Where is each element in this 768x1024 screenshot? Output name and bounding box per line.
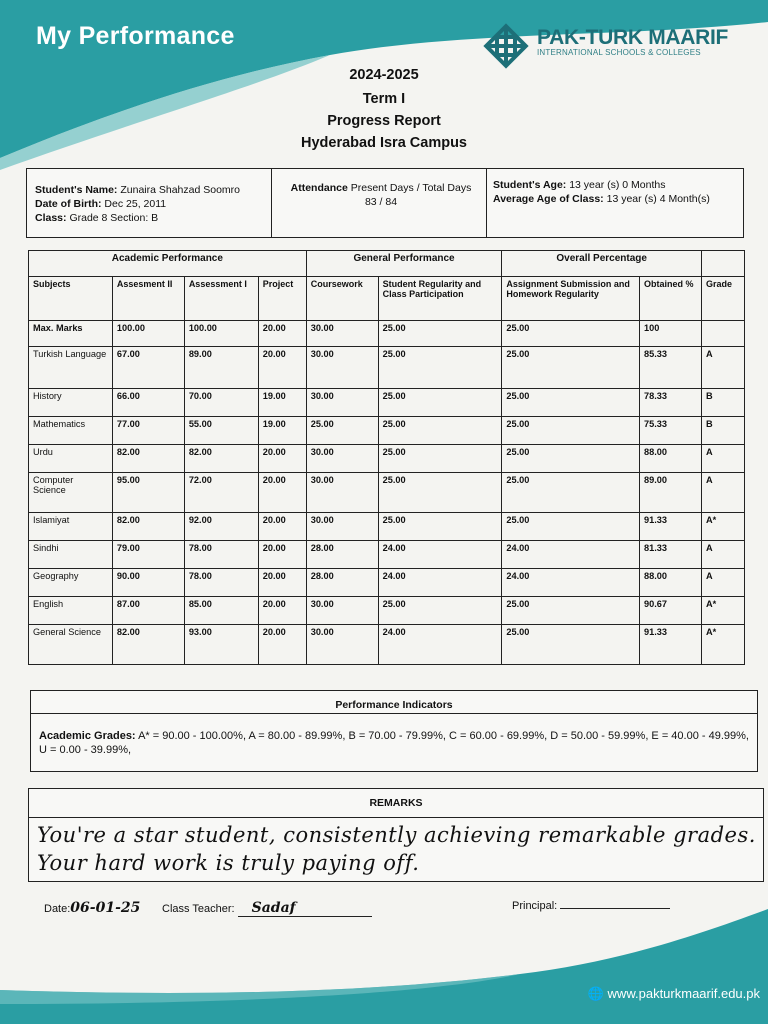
table-row [29,541,745,569]
marks-cell: 95.00 [112,473,184,513]
indicators-label: Academic Grades: [39,730,136,742]
student-name: Zunaira Shahzad Soomro [120,184,241,196]
student-age: 13 year (s) 0 Months [569,179,666,191]
column-header: Assessment I [184,277,258,321]
column-header-row [29,277,745,321]
subject-cell: Islamiyat [29,513,113,541]
marks-cell: 25.00 [502,625,640,665]
column-header: Assesment II [112,277,184,321]
principal-label: Principal: [512,900,558,912]
marks-cell: 25.00 [502,347,640,389]
table-row [29,473,745,513]
marks-cell: 28.00 [306,569,378,597]
group-academic: Academic Performance [29,251,307,277]
dob-label: Date of Birth: [35,198,102,210]
subject-cell: Sindhi [29,541,113,569]
column-header: Subjects [29,277,113,321]
marks-cell: 100.00 [112,321,184,347]
marks-cell: 25.00 [502,389,640,417]
marks-cell: 91.33 [640,513,702,541]
subject-cell: Mathematics [29,417,113,445]
marks-cell: 25.00 [378,389,502,417]
subject-cell: English [29,597,113,625]
age-cell [487,169,741,237]
marks-cell: A* [701,513,744,541]
marks-cell: 30.00 [306,321,378,347]
column-header: Obtained % [640,277,702,321]
group-overall: Overall Percentage [502,251,702,277]
column-header: Student Regularity and Class Participation [378,277,502,321]
marks-cell: 30.00 [306,473,378,513]
marks-cell: 82.00 [112,513,184,541]
table-row [29,347,745,389]
remarks-box [28,788,764,882]
marks-cell: 20.00 [258,625,306,665]
logo-name: PAK-TURK MAARIF [537,26,729,49]
marks-cell: 75.33 [640,417,702,445]
marks-cell: 67.00 [112,347,184,389]
marks-cell: A [701,473,744,513]
marks-cell: 66.00 [112,389,184,417]
marks-cell: 88.00 [640,445,702,473]
marks-cell: 93.00 [184,625,258,665]
report-term: Term I [362,91,406,107]
marks-cell: 24.00 [502,541,640,569]
subject-cell: History [29,389,113,417]
marks-cell: 20.00 [258,513,306,541]
marks-cell: 78.33 [640,389,702,417]
subject-cell: Urdu [29,445,113,473]
table-row [29,321,745,347]
marks-cell: A [701,445,744,473]
marks-cell: 20.00 [258,473,306,513]
marks-cell: 25.00 [306,417,378,445]
marks-body [29,321,745,665]
marks-cell: 91.33 [640,625,702,665]
group-empty [701,251,744,277]
marks-cell: 85.33 [640,347,702,389]
marks-cell: 87.00 [112,597,184,625]
marks-cell [701,321,744,347]
avg-age-label: Average Age of Class: [493,193,604,205]
subject-cell: Geography [29,569,113,597]
indicators-text [39,729,751,757]
marks-cell: 78.00 [184,541,258,569]
remarks-text: You're a star student, consistently achieving remarkable grades. Your hard work is truly paying off. [37,823,756,875]
marks-cell: 82.00 [112,445,184,473]
marks-cell: 20.00 [258,541,306,569]
table-row [29,597,745,625]
page-title: My Performance [36,22,235,50]
marks-cell: 82.00 [184,445,258,473]
marks-cell: 81.33 [640,541,702,569]
column-header: Grade [701,277,744,321]
marks-cell: 25.00 [378,347,502,389]
divider [31,713,757,714]
marks-cell: A [701,569,744,597]
marks-cell: 90.67 [640,597,702,625]
subject-cell: Turkish Language [29,347,113,389]
date-value: 06-01-25 [70,900,141,916]
marks-cell: 20.00 [258,347,306,389]
marks-cell: 25.00 [378,597,502,625]
footer-band [0,904,768,1024]
marks-cell: 88.00 [640,569,702,597]
marks-cell: 85.00 [184,597,258,625]
attendance-label: Attendance [290,182,348,194]
marks-cell: 28.00 [306,541,378,569]
marks-cell: 20.00 [258,445,306,473]
marks-cell: 72.00 [184,473,258,513]
marks-cell: 20.00 [258,597,306,625]
remarks-title: REMARKS [369,797,423,809]
marks-cell: 25.00 [378,473,502,513]
column-header: Coursework [306,277,378,321]
marks-cell: 78.00 [184,569,258,597]
marks-cell: 77.00 [112,417,184,445]
name-label: Student's Name: [35,184,118,196]
marks-cell: 30.00 [306,625,378,665]
marks-cell: 70.00 [184,389,258,417]
marks-cell: 30.00 [306,347,378,389]
marks-cell: A [701,541,744,569]
table-row [29,569,745,597]
marks-cell: 24.00 [378,569,502,597]
marks-cell: 100 [640,321,702,347]
marks-cell: 30.00 [306,513,378,541]
logo-subtitle: INTERNATIONAL SCHOOLS & COLLEGES [537,48,701,57]
marks-cell: 92.00 [184,513,258,541]
marks-cell: A [701,347,744,389]
marks-cell: 89.00 [640,473,702,513]
knot-logo-icon [482,22,530,70]
marks-cell: 25.00 [378,321,502,347]
marks-cell: 24.00 [502,569,640,597]
website-text: www.pakturkmaarif.edu.pk [607,986,760,1001]
performance-indicators-box [30,690,758,772]
marks-cell: 25.00 [502,513,640,541]
marks-cell: 20.00 [258,321,306,347]
marks-cell: 19.00 [258,389,306,417]
marks-cell: 24.00 [378,625,502,665]
school-logo [482,22,742,72]
grade-ranges: A* = 90.00 - 100.00%, A = 80.00 - 89.99%, B = 70.00 - 79.99%, C = 60.00 - 69.99%, D = 50.00 - 59.99%, E = 40.00 - 49.99%, U = 0.00 - 39.99%, [39,730,749,756]
globe-icon: 🌐 [587,986,604,1001]
class-label: Class: [35,212,67,224]
subject-cell: Max. Marks [29,321,113,347]
age-label: Student's Age: [493,179,567,191]
marks-cell: 30.00 [306,597,378,625]
subject-cell: Computer Science [29,473,113,513]
table-row [29,513,745,541]
report-type: Progress Report [327,113,441,129]
student-dob: Dec 25, 2011 [104,198,167,210]
marks-cell: 20.00 [258,569,306,597]
marks-cell: 89.00 [184,347,258,389]
marks-cell: 25.00 [502,321,640,347]
marks-cell: A* [701,625,744,665]
divider [29,817,763,818]
column-header: Project [258,277,306,321]
marks-cell: 25.00 [502,473,640,513]
website-link[interactable] [588,986,760,1002]
marks-cell: A* [701,597,744,625]
marks-cell: 90.00 [112,569,184,597]
attendance-value: 83 / 84 [364,196,398,208]
marks-cell: B [701,417,744,445]
marks-cell: 25.00 [378,445,502,473]
marks-cell: 55.00 [184,417,258,445]
teacher-signature: Sadaf [238,900,372,917]
marks-cell: 30.00 [306,445,378,473]
table-row [29,445,745,473]
marks-cell: 24.00 [378,541,502,569]
subject-cell: General Science [29,625,113,665]
indicators-title: Performance Indicators [335,699,453,711]
marks-cell: 25.00 [378,513,502,541]
marks-cell: 25.00 [502,417,640,445]
attendance-cell [272,169,487,237]
marks-cell: 25.00 [378,417,502,445]
marks-table [28,250,745,665]
marks-cell: 79.00 [112,541,184,569]
marks-cell: 25.00 [502,597,640,625]
marks-cell: 25.00 [502,445,640,473]
date-label: Date: [44,903,71,915]
teacher-label: Class Teacher: [162,903,235,915]
table-row [29,417,745,445]
marks-cell: B [701,389,744,417]
student-details-cell [27,169,272,237]
student-info-box [26,168,744,238]
table-row [29,625,745,665]
marks-cell: 82.00 [112,625,184,665]
table-row [29,389,745,417]
marks-cell: 100.00 [184,321,258,347]
attendance-caption: Present Days / Total Days [350,182,472,194]
marks-cell: 30.00 [306,389,378,417]
column-header: Assignment Submission and Homework Regularity [502,277,640,321]
marks-cell: 19.00 [258,417,306,445]
class-avg-age: 13 year (s) 4 Month(s) [606,193,710,205]
student-class: Grade 8 Section: B [69,212,159,224]
campus-name: Hyderabad Isra Campus [300,135,467,151]
group-general: General Performance [306,251,502,277]
report-year: 2024-2025 [349,67,419,83]
